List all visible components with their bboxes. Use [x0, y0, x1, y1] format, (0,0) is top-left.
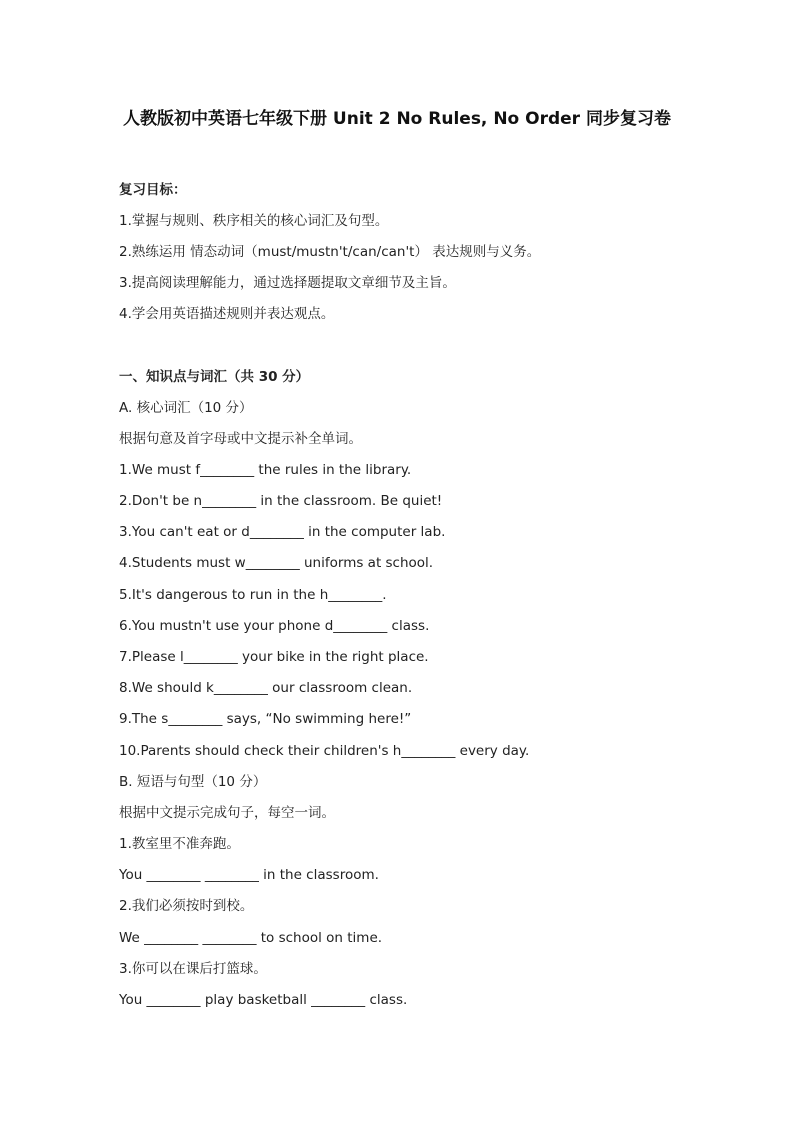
- section-heading: 一、知识点与词汇（共 30 分）: [119, 369, 310, 385]
- objective-item: 1.掌握与规则、秩序相关的核心词汇及句型。: [119, 213, 389, 229]
- vocab-question: 6.You mustn't use your phone d________ class.: [119, 618, 430, 634]
- objective-item: 3.提高阅读理解能力，通过选择题提取文章细节及主旨。: [119, 275, 456, 291]
- vocab-question: 3.You can't eat or d________ in the computer lab.: [119, 524, 446, 540]
- document-title: 人教版初中英语七年级下册 Unit 2 No Rules, No Order 同步复习卷: [123, 109, 671, 129]
- vocab-question: 1.We must f________ the rules in the library.: [119, 462, 412, 478]
- objectives-heading: 复习目标：: [119, 182, 187, 198]
- objective-item: 2.熟练运用 情态动词（must/mustn't/can/can't） 表达规则与义务。: [119, 244, 541, 260]
- vocab-question: 9.The s________ says, “No swimming here!”: [119, 711, 412, 727]
- part-a-heading: A. 核心词汇（10 分）: [119, 400, 253, 416]
- phrase-prompt: 2.我们必须按时到校。: [119, 898, 254, 914]
- vocab-question: 4.Students must w________ uniforms at school.: [119, 555, 434, 571]
- phrase-question: You ________ play basketball ________ class.: [119, 992, 408, 1008]
- vocab-question: 10.Parents should check their children's h________ every day.: [119, 743, 530, 759]
- vocab-question: 5.It's dangerous to run in the h________.: [119, 587, 387, 603]
- part-b-instruction: 根据中文提示完成句子，每空一词。: [119, 805, 335, 821]
- part-a-instruction: 根据句意及首字母或中文提示补全单词。: [119, 431, 362, 447]
- vocab-question: 2.Don't be n________ in the classroom. Be quiet!: [119, 493, 443, 509]
- part-b-heading: B. 短语与句型（10 分）: [119, 774, 267, 790]
- vocab-question: 7.Please l________ your bike in the right place.: [119, 649, 429, 665]
- phrase-prompt: 3.你可以在课后打篮球。: [119, 961, 267, 977]
- phrase-question: You ________ ________ in the classroom.: [119, 867, 379, 883]
- objective-item: 4.学会用英语描述规则并表达观点。: [119, 306, 335, 322]
- phrase-question: We ________ ________ to school on time.: [119, 930, 383, 946]
- phrase-prompt: 1.教室里不准奔跑。: [119, 836, 240, 852]
- vocab-question: 8.We should k________ our classroom clean.: [119, 680, 413, 696]
